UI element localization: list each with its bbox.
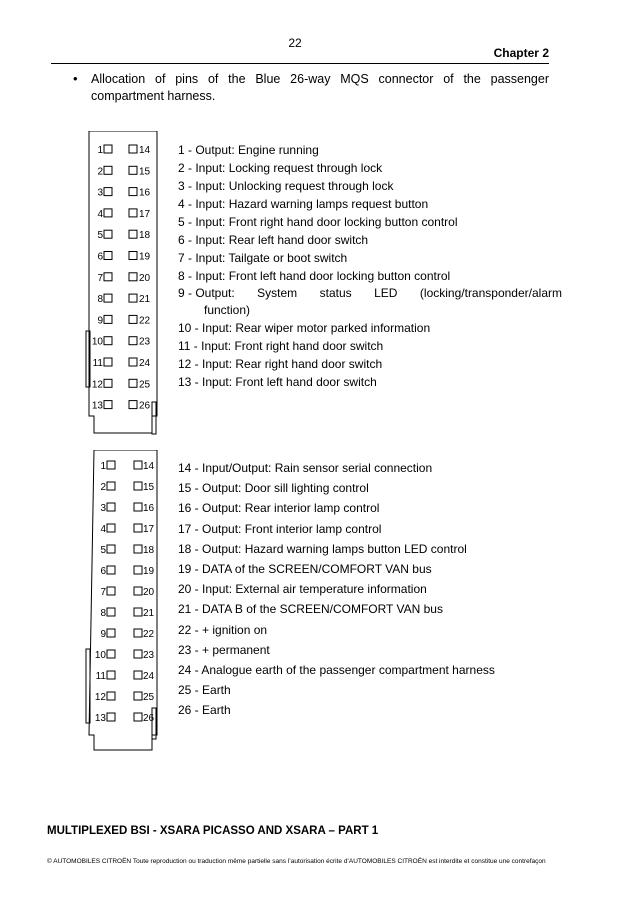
connector-pin-square [134,692,142,700]
connector-pin-square [129,230,137,238]
connector-pin-square [134,650,142,658]
connector-pin-label: 17 [143,524,155,535]
connector-pin-square [107,545,115,553]
connector-pin-label: 6 [100,566,106,577]
connector-pin-square [129,315,137,323]
connector-pin-square [129,252,137,260]
pin-description [178,285,562,319]
connector-pin-label: 8 [100,608,106,619]
connector-pin-label: 3 [97,187,103,199]
connector-pin-square [134,629,142,637]
pin-description: 13 - Input: Front left hand door switch [178,375,377,389]
connector-pin-label: 18 [139,230,151,242]
pin-description: 16 - Output: Rear interior lamp control [178,501,380,516]
connector-pin-label: 1 [100,461,106,472]
connector-pin-square [129,166,137,174]
pin-description: 2 - Input: Locking request through lock [178,161,383,175]
connector-pin-square [129,188,137,196]
connector-pin-label: 10 [91,336,103,348]
connector-pin-square [134,503,142,511]
connector-pin-square [134,608,142,616]
connector-pin-label: 15 [143,482,155,493]
connector-pin-square [104,379,112,387]
connector-pin-label: 22 [139,315,151,327]
connector-pin-square [129,209,137,217]
pin-description: 26 - Earth [178,703,231,718]
connector-pin-square [129,294,137,302]
connector-pin-label: 26 [143,713,155,724]
connector-pin-label: 13 [94,713,106,724]
connector-pin-square [107,650,115,658]
connector-pin-label: 15 [139,166,151,178]
connector-pin-square [134,566,142,574]
connector-pin-square [134,671,142,679]
pin-description: 23 - + permanent [178,642,270,657]
pin-description: 3 - Input: Unlocking request through lock [178,179,394,193]
pin-list-14-26 [178,458,562,720]
connector-pin-label: 10 [94,650,106,661]
pin-description: 25 - Earth [178,683,231,698]
connector-pin-label: 14 [143,461,155,472]
connector-latch-right [152,402,156,434]
connector-pin-square [107,692,115,700]
pin-description: 20 - Input: External air temperature information [178,582,427,597]
connector-pin-square [134,545,142,553]
pin-description: 24 - Analogue earth of the passenger compartment harness [178,662,495,677]
pin-description: 11 - Input: Front right hand door switch [178,339,384,353]
connector-pin-square [129,401,137,409]
connector-pin-label: 25 [139,379,151,391]
connector-pin-label: 4 [97,208,103,220]
connector-pin-square [107,566,115,574]
footer-title: MULTIPLEXED BSI - XSARA PICASSO AND XSARA – PART 1 [47,825,379,837]
pin-text-continued: function) [204,303,251,317]
connector-pin-label: 5 [97,230,103,242]
connector-pin-square [129,337,137,345]
pin-description: 8 - Input: Front left hand door locking button control [178,269,451,283]
connector-pin-label: 2 [97,166,103,178]
pin-description: 7 - Input: Tailgate or boot switch [178,251,348,265]
connector-pin-label: 16 [139,187,151,199]
connector-pin-label: 11 [95,671,106,682]
connector-pin-square [134,461,142,469]
connector-pin-square [104,337,112,345]
connector-pin-label: 7 [97,272,103,284]
connector-pin-label: 1 [97,145,103,156]
connector-pin-square [134,587,142,595]
connector-pin-label: 9 [100,629,106,640]
pin-description: 5 - Input: Front right hand door locking button control [178,215,458,229]
header-rule [51,63,549,64]
connector-pin-square [104,166,112,174]
page-number: 22 [288,36,302,50]
connector-pin-label: 17 [139,208,151,220]
connector-pin-label: 23 [139,336,151,348]
pin-number: 9 - [178,286,196,300]
connector-pin-label: 12 [91,379,103,391]
connector-pin-label: 26 [139,400,151,412]
connector-pin-square [107,587,115,595]
connector-pin-square [129,273,137,281]
connector-pin-square [134,524,142,532]
pin-list-1-13 [178,141,562,391]
connector-pin-square [129,145,137,153]
connector-pin-square [104,273,112,281]
connector-pin-label: 20 [143,587,155,598]
connector-pin-label: 2 [100,482,106,493]
connector-pin-square [107,608,115,616]
connector-pin-square [104,188,112,196]
connector-pin-square [104,401,112,409]
connector-pin-square [104,252,112,260]
connector-pin-label: 25 [143,692,155,703]
connector-pin-label: 21 [139,294,151,306]
pin-description: 22 - + ignition on [178,622,268,637]
connector-pin-square [129,358,137,366]
connector-pin-label: 19 [139,251,151,263]
connector-pin-square [107,503,115,511]
pin-description: 1 - Output: Engine running [178,143,319,157]
pin-description: 15 - Output: Door sill lighting control [178,481,369,496]
connector-pin-square [107,482,115,490]
connector-pin-label: 13 [91,400,103,412]
connector-pin-label: 12 [94,692,106,703]
connector-pin-label: 24 [143,671,155,682]
connector-pin-label: 4 [100,524,106,535]
connector-pin-label: 16 [143,503,155,514]
pin-description: 21 - DATA B of the SCREEN/COMFORT VAN bus [178,602,443,617]
pin-description: 6 - Input: Rear left hand door switch [178,233,369,247]
pin-description: 18 - Output: Hazard warning lamps button LED control [178,541,467,556]
connector-pin-label: 20 [139,272,151,284]
connector-pin-square [134,482,142,490]
connector-pin-square [104,315,112,323]
connector-pin-label: 3 [100,503,106,514]
pin-description: 12 - Input: Rear right hand door switch [178,357,383,371]
connector-pin-label: 14 [139,145,151,156]
connector-diagram-top [84,131,164,436]
pin-description: 4 - Input: Hazard warning lamps request button [178,197,429,211]
bullet-icon: • [73,71,78,86]
connector-diagram-bottom [84,450,164,755]
connector-pin-square [107,671,115,679]
chapter-heading: Chapter 2 [493,46,549,60]
connector-pin-label: 9 [97,315,103,327]
connector-pin-label: 23 [143,650,155,661]
connector-pin-square [107,524,115,532]
connector-pin-square [104,294,112,302]
connector-pin-label: 11 [92,358,103,369]
connector-pin-square [107,629,115,637]
connector-body-outline [89,450,157,750]
connector-pin-square [134,713,142,721]
connector-pin-square [104,145,112,153]
connector-pin-label: 8 [97,294,103,306]
connector-pin-square [107,713,115,721]
pin-description: 10 - Input: Rear wiper motor parked information [178,321,431,335]
connector-pin-label: 24 [139,358,151,369]
connector-pin-label: 22 [143,629,155,640]
connector-pin-label: 5 [100,545,106,556]
connector-pin-square [104,358,112,366]
connector-pin-square [129,379,137,387]
pin-text: Output: System status LED (locking/transponder/alarm [195,286,562,300]
intro-paragraph: Allocation of pins of the Blue 26-way MQS connector of the passenger compartment harness. [91,72,549,103]
pin-description: 14 - Input/Output: Rain sensor serial connection [178,461,433,475]
connector-pin-square [107,461,115,469]
connector-pin-label: 6 [97,251,103,263]
connector-pin-square [104,230,112,238]
pin-description: 19 - DATA of the SCREEN/COMFORT VAN bus [178,561,432,576]
connector-pin-label: 18 [143,545,155,556]
connector-pin-square [104,209,112,217]
connector-pin-label: 19 [143,566,155,577]
copyright-notice: © AUTOMOBILES CITROËN Toute reproduction ou traduction même partielle sans l’autorisation écrite d’AUTOMOBILES CITROËN est interdite et constitue une contrefaçon [47,858,546,865]
connector-pin-label: 21 [143,608,155,619]
connector-pin-label: 7 [100,587,106,598]
pin-description: 17 - Output: Front interior lamp control [178,521,382,536]
